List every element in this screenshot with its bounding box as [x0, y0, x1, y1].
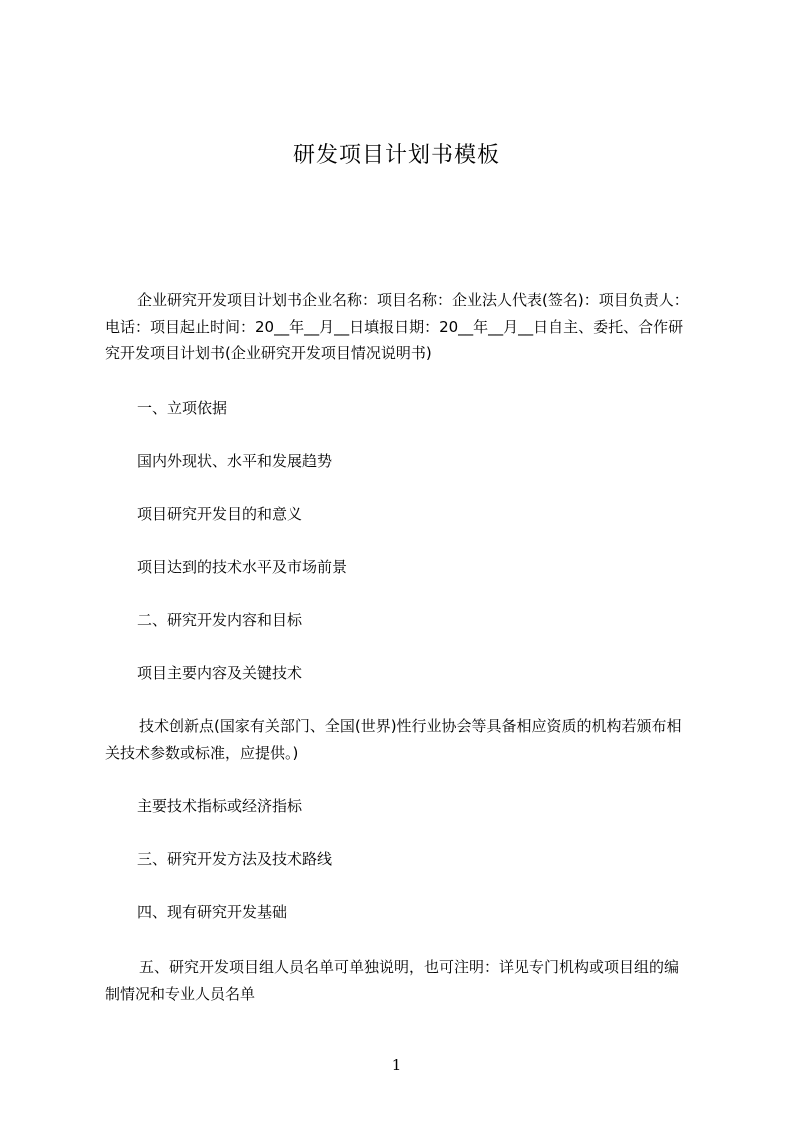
section-2-heading: 二、研究开发内容和目标	[137, 611, 303, 629]
page-number: 1	[391, 1056, 402, 1074]
section-1-heading: 一、立项依据	[137, 399, 228, 417]
section-2-item-2: 技术创新点(国家有关部门、全国(世界)性行业协会等具备相应资质的机构若颁布相关技术参数或标准，应提供。)	[105, 717, 682, 762]
section-1-item-2: 项目研究开发目的和意义	[137, 505, 303, 523]
section-2-item-1: 项目主要内容及关键技术	[137, 664, 303, 682]
section-1-item-1: 国内外现状、水平和发展趋势	[137, 452, 333, 470]
document-title: 研发项目计划书模板	[292, 143, 500, 168]
section-1-item-3: 项目达到的技术水平及市场前景	[137, 558, 348, 576]
intro-paragraph: 企业研究开发项目计划书企业名称：项目名称：企业法人代表(签名)：项目负责人：电话：项目起止时间：20__年__月__日填报日期：20__年__月__日自主、委托、合作研究开发项目计划书(企业研究开发项目情况说明书)	[105, 291, 689, 362]
section-2-item-3: 主要技术指标或经济指标	[137, 797, 303, 815]
section-4-heading: 四、现有研究开发基础	[137, 903, 288, 921]
section-5-heading: 五、研究开发项目组人员名单可单独说明，也可注明：详见专门机构或项目组的编制情况和专业人员名单	[105, 958, 680, 1003]
section-3-heading: 三、研究开发方法及技术路线	[137, 850, 333, 868]
